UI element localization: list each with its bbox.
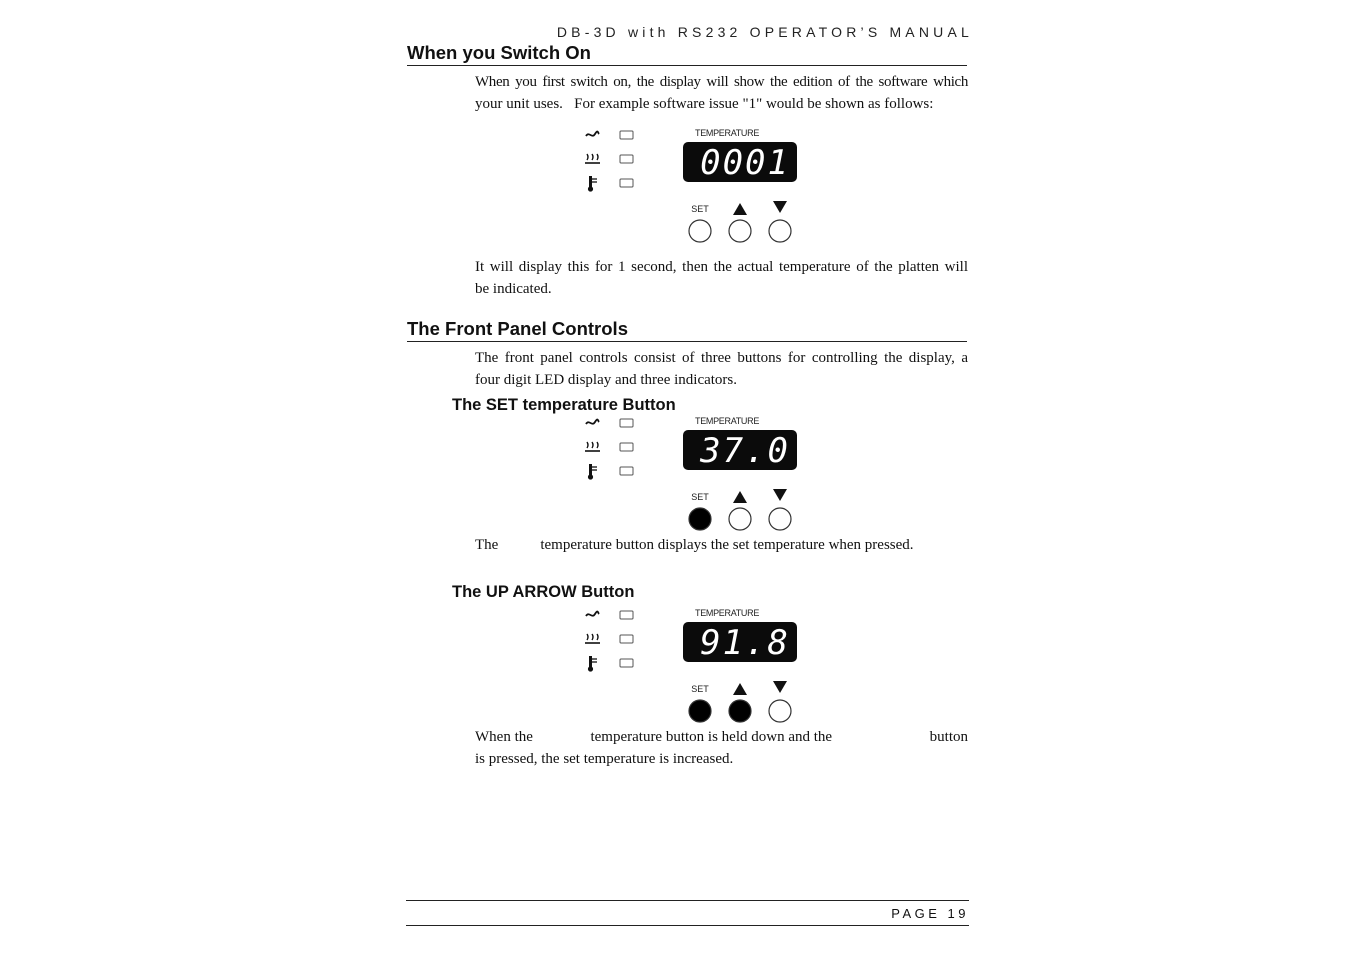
up-button-desc-part1: When the: [475, 729, 533, 745]
up-button-desc: [475, 726, 968, 770]
front-panel-diagram-3: [578, 602, 808, 726]
switch-on-after-line1: It will display this for 1 second, then the actual temperature of the platten will: [475, 259, 968, 275]
down-button: [769, 508, 791, 530]
front-panel-diagram-2: [578, 410, 808, 534]
display-label: TEMPERATURE: [695, 608, 760, 618]
up-arrow-icon: [733, 491, 747, 503]
front-panel-intro-line1: The front panel controls consist of three buttons for controlling the display, a: [475, 350, 968, 366]
power-wave-icon: [586, 132, 599, 136]
set-button-desc-line: [475, 534, 968, 556]
set-button-label: SET: [691, 492, 709, 502]
power-wave-icon: [586, 420, 599, 424]
up-button: [729, 700, 751, 722]
led-display-value: 91.8: [700, 623, 790, 663]
down-button: [769, 700, 791, 722]
indicator-lamp: [620, 419, 633, 427]
section-title-front-panel: The Front Panel Controls: [407, 318, 967, 342]
set-button: [689, 220, 711, 242]
up-button-desc-part2: temperature button is held down and the: [590, 729, 833, 745]
switch-on-intro-line1: When you first switch on, the display will show the edition of the software which: [475, 74, 968, 90]
indicator-lamp: [620, 611, 633, 619]
switch-on-after: [475, 256, 968, 300]
page-number: PAGE 19: [891, 906, 969, 921]
set-button-desc-before: The: [475, 537, 499, 553]
indicator-lamp: [620, 131, 633, 139]
set-button-label: SET: [691, 204, 709, 214]
down-arrow-icon: [773, 681, 787, 693]
up-button-desc-line2: is pressed, the set temperature is increased.: [475, 751, 734, 767]
indicator-lamp: [620, 635, 633, 643]
set-button-label: SET: [691, 684, 709, 694]
indicator-lamp: [620, 467, 633, 475]
switch-on-after-line2: be indicated.: [475, 281, 552, 297]
led-display-value: 37.0: [700, 431, 790, 471]
footer-rule-bottom: [406, 925, 969, 926]
indicator-lamp: [620, 659, 633, 667]
indicator-lamp: [620, 179, 633, 187]
down-arrow-icon: [773, 201, 787, 213]
up-arrow-icon: [733, 683, 747, 695]
switch-on-intro-line2: your unit uses. For example software issue "1" would be shown as follows:: [475, 96, 934, 112]
subsection-title-up-button: The UP ARROW Button: [452, 583, 635, 601]
front-panel-intro-line2: four digit LED display and three indicators.: [475, 372, 738, 388]
indicator-lamp: [620, 155, 633, 163]
display-label: TEMPERATURE: [695, 128, 760, 138]
up-button-desc-line1: [475, 726, 968, 748]
set-button: [689, 508, 711, 530]
thermometer-icon: [588, 656, 597, 672]
heater-icon: [585, 154, 600, 163]
section-title-switch-on: When you Switch On: [407, 42, 967, 66]
front-panel-diagram-1: [578, 122, 808, 246]
down-button: [769, 220, 791, 242]
set-button-desc: [475, 534, 968, 556]
up-button-desc-part3: button: [929, 729, 968, 745]
power-wave-icon: [586, 612, 599, 616]
footer-rule-top: [406, 900, 969, 901]
subsection-title-set-button: The SET temperature Button: [452, 396, 676, 414]
heater-icon: [585, 442, 600, 451]
up-button: [729, 508, 751, 530]
indicator-lamp: [620, 443, 633, 451]
down-arrow-icon: [773, 489, 787, 501]
heater-icon: [585, 634, 600, 643]
set-button-desc-after: temperature button displays the set temperature when pressed.: [540, 537, 914, 553]
display-label: TEMPERATURE: [695, 416, 760, 426]
thermometer-icon: [588, 176, 597, 192]
manual-header: DB-3D with RS232 OPERATOR’S MANUAL: [556, 24, 973, 40]
set-button: [689, 700, 711, 722]
up-button: [729, 220, 751, 242]
led-display-value: 0001: [700, 143, 790, 183]
front-panel-intro: [475, 347, 968, 391]
thermometer-icon: [588, 464, 597, 480]
switch-on-intro: [475, 71, 968, 115]
up-arrow-icon: [733, 203, 747, 215]
